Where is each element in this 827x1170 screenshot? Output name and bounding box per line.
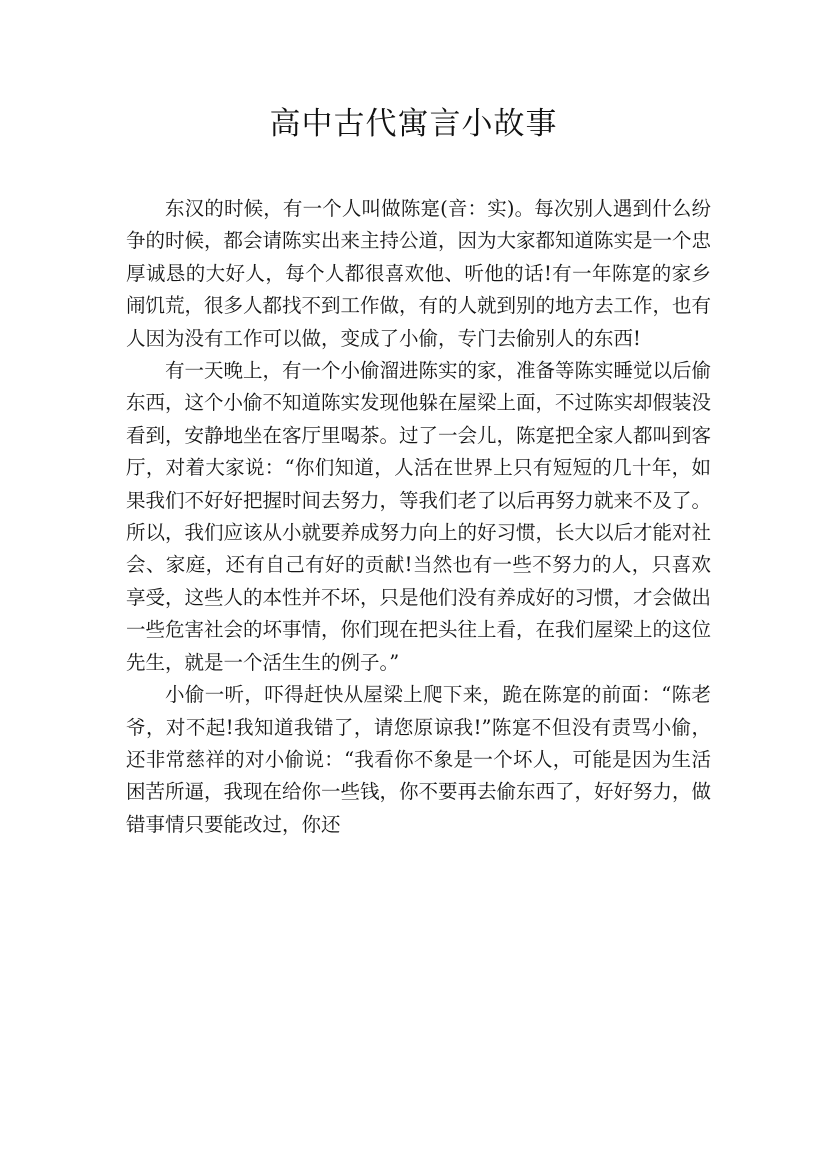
document-body bbox=[126, 193, 711, 841]
paragraph-1: 东汉的时候，有一个人叫做陈寔(音：实)。每次别人遇到什么纷争的时候，都会请陈实出来主持公道，因为大家都知道陈实是一个忠厚诚恳的大好人，每个人都很喜欢他、听他的话!有一年陈寔的家乡闹饥荒，很多人都找不到工作做，有的人就到别的地方去工作，也有人因为没有工作可以做，变成了小偷，专门去偷别人的东西! bbox=[126, 197, 712, 350]
document-title: 高中古代寓言小故事 bbox=[269, 106, 558, 142]
paragraph-2: 有一天晚上，有一个小偷溜进陈实的家，准备等陈实睡觉以后偷东西，这个小偷不知道陈实发现他躲在屋梁上面，不过陈实却假装没看到，安静地坐在客厅里喝茶。过了一会儿，陈寔把全家人都叫到客厅，对着大家说：“你们知道，人活在世界上只有短短的几十年，如果我们不好好把握时间去努力，等我们老了以后再努力就来不及了。所以，我们应该从小就要养成努力向上的好习惯，长大以后才能对社会、家庭，还有自己有好的贡献!当然也有一些不努力的人，只喜欢享受，这些人的本性并不坏，只是他们没有养成好的习惯，才会做出一些危害社会的坏事情，你们现在把头往上看，在我们屋梁上的这位先生，就是一个活生生的例子。” bbox=[126, 359, 712, 674]
paragraph-3: 小偷一听，吓得赶快从屋梁上爬下来，跪在陈寔的前面：“陈老爷，对不起!我知道我错了，请您原谅我!”陈寔不但没有责骂小偷，还非常慈祥的对小偷说：“我看你不象是一个坏人，可能是因为生活困苦所逼，我现在给你一些钱，你不要再去偷东西了，好好努力，做错事情只要能改过，你还 bbox=[126, 683, 712, 836]
